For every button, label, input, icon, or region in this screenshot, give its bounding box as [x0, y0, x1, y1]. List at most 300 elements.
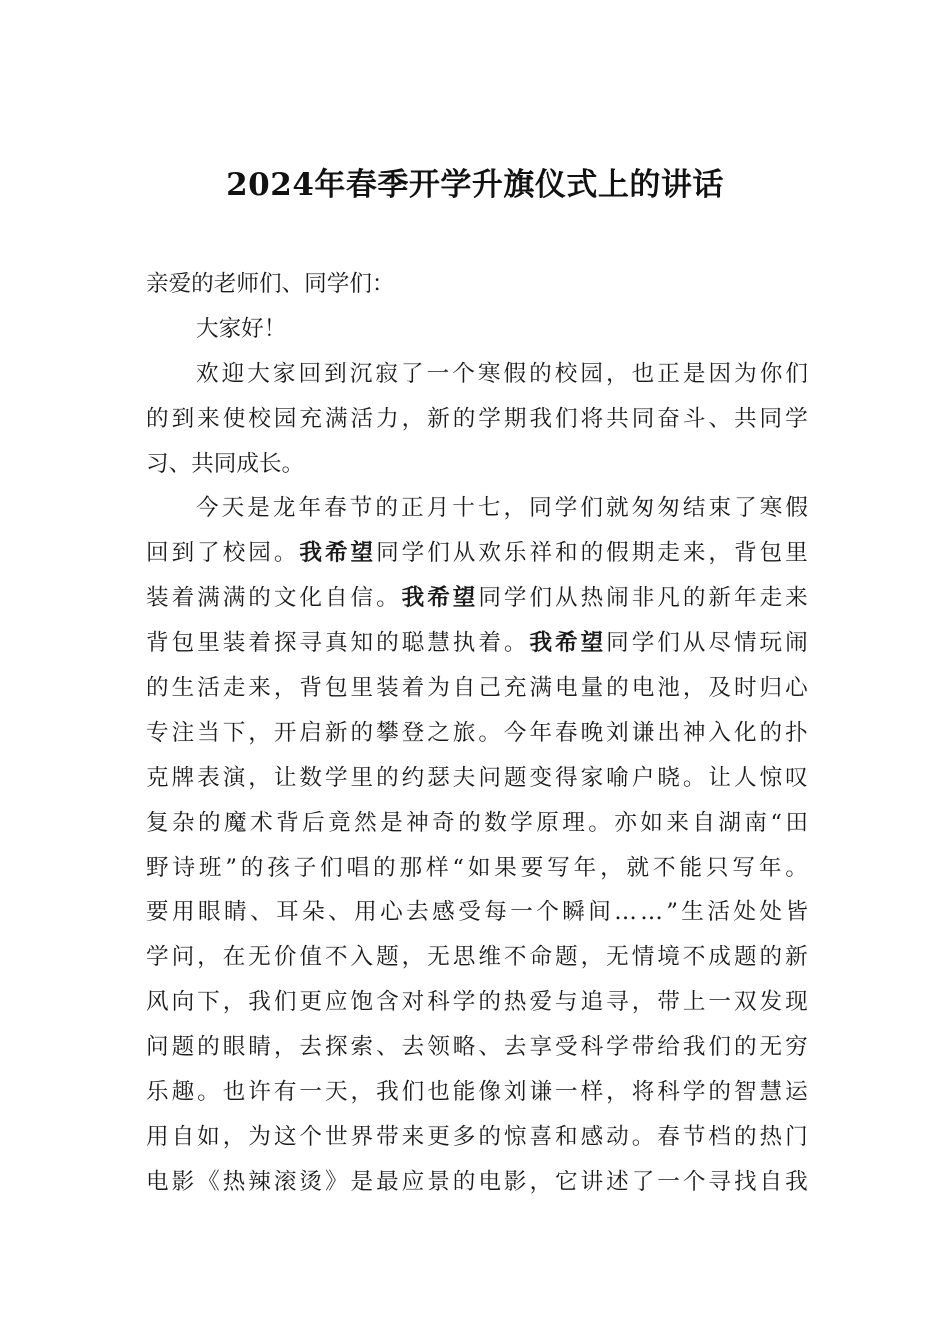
character: 我 [529, 405, 553, 432]
character: 来 [401, 1123, 425, 1150]
character: 间 [588, 899, 611, 926]
character: 。 [682, 764, 706, 791]
character: 里 [350, 675, 374, 702]
character: 真 [324, 630, 348, 657]
character: 一 [426, 360, 450, 387]
document-body [146, 262, 808, 1205]
character: 天 [324, 1079, 348, 1106]
character: 同 [631, 405, 655, 432]
character: 夫 [452, 764, 476, 791]
character: 电 [555, 675, 578, 702]
character: 、 [708, 405, 731, 432]
character: 问 [478, 764, 501, 791]
character: 的 [682, 585, 706, 612]
character: 装 [222, 630, 246, 657]
character: ” [666, 899, 678, 926]
bold-character: 我 [529, 630, 553, 657]
character: 瑟 [427, 764, 450, 791]
character: ” [225, 854, 237, 881]
character: 写 [732, 854, 755, 881]
character: 天 [221, 495, 245, 522]
character: 匆 [631, 495, 655, 522]
character: 家 [580, 764, 604, 791]
character: 的 [350, 719, 374, 746]
character: ， [503, 495, 527, 522]
character: 用 [172, 899, 195, 926]
character: 节 [349, 495, 373, 522]
character: 复 [146, 809, 169, 836]
character: 题 [503, 764, 527, 791]
character: 登 [401, 719, 425, 746]
character: 在 [222, 944, 246, 971]
character: 要 [520, 854, 544, 881]
character: 学 [785, 405, 808, 432]
character: 只 [705, 854, 729, 881]
character: 寻 [606, 989, 629, 1016]
character: 个 [536, 899, 559, 926]
character: 同 [606, 630, 629, 657]
character: 年 [529, 719, 553, 746]
character: 学 [146, 944, 169, 971]
character: 智 [733, 1079, 757, 1106]
character: 发 [759, 989, 783, 1016]
character: 穷 [785, 1034, 808, 1061]
character: 瞬 [562, 899, 585, 926]
character: 己 [478, 675, 501, 702]
character: 们 [427, 540, 450, 567]
bold-character: 我 [401, 585, 425, 612]
character: 影 [503, 1168, 527, 1195]
character: ， [350, 1079, 374, 1106]
character: 迎 [221, 360, 245, 387]
character: 园 [273, 405, 297, 432]
character: 学 [682, 1079, 706, 1106]
character: 之 [427, 719, 450, 746]
character: 后 [302, 809, 325, 836]
character: ， [682, 675, 706, 702]
character: 的 [240, 854, 264, 881]
character: 期 [631, 540, 655, 567]
character: 热 [222, 1168, 246, 1195]
character: ， [580, 944, 604, 971]
character: 了 [401, 360, 424, 387]
character: 无 [606, 944, 629, 971]
character: 校 [248, 405, 271, 432]
character: ， [606, 1079, 629, 1106]
character: 走 [759, 585, 783, 612]
character: 化 [733, 719, 757, 746]
character: 。 [785, 854, 808, 881]
character: 朵 [302, 899, 325, 926]
character: ， [708, 540, 731, 567]
character: 就 [626, 854, 650, 881]
text-line [146, 1025, 808, 1070]
character: 生 [171, 675, 195, 702]
paragraph-lines [146, 352, 808, 1205]
character: 然 [354, 809, 377, 836]
character: 的 [248, 585, 271, 612]
character: 匆 [657, 495, 680, 522]
character: 命 [529, 944, 553, 971]
character: 春 [555, 719, 578, 746]
character: 亦 [614, 809, 637, 836]
character: 满 [197, 585, 220, 612]
character: 向 [171, 989, 195, 1016]
character: 我 [376, 1079, 399, 1106]
character: 今 [503, 719, 527, 746]
character: 尽 [708, 630, 731, 657]
character: 春 [324, 495, 347, 522]
character: 班 [198, 854, 222, 881]
character: 学 [401, 540, 425, 567]
character: 背 [733, 540, 757, 567]
character: 科 [657, 1079, 680, 1106]
character: 去 [299, 1034, 322, 1061]
character: 我 [682, 1034, 706, 1061]
character: 寂 [375, 360, 398, 387]
character: 题 [555, 944, 578, 971]
character: 一 [299, 1079, 322, 1106]
character: 为 [427, 675, 450, 702]
character: 用 [354, 899, 377, 926]
character: 满 [324, 405, 348, 432]
character: 化 [299, 585, 322, 612]
character: 我 [248, 989, 271, 1016]
character: 能 [452, 1079, 476, 1106]
character: 享 [529, 1034, 553, 1061]
character: 眼 [198, 899, 221, 926]
character: 寒 [759, 495, 783, 522]
character: 双 [733, 989, 757, 1016]
character: 数 [484, 809, 507, 836]
character: 包 [324, 675, 348, 702]
character: 让 [273, 764, 297, 791]
character: 正 [401, 495, 424, 522]
character: 电 [478, 1168, 501, 1195]
character: 寒 [477, 360, 501, 387]
character: 是 [380, 809, 403, 836]
bold-character: 望 [350, 540, 374, 567]
character: 年 [758, 854, 782, 881]
character: 共 [606, 405, 629, 432]
character: 的 [452, 405, 476, 432]
character: 了 [197, 540, 220, 567]
character: 来 [785, 585, 808, 612]
character: 们 [580, 495, 603, 522]
character: 自 [692, 809, 715, 836]
character: 同 [529, 495, 552, 522]
character: 世 [324, 1123, 348, 1150]
character: 人 [733, 764, 757, 791]
character: 也 [427, 1079, 450, 1106]
character: 生 [681, 899, 704, 926]
character: 池 [657, 675, 680, 702]
character: 回 [298, 360, 322, 387]
character: 处 [733, 899, 756, 926]
character: 满 [222, 585, 246, 612]
character: 魔 [224, 809, 247, 836]
line-text: 习、共同成长。 [146, 450, 305, 477]
character: 欢 [478, 540, 501, 567]
character: 的 [708, 1079, 731, 1106]
character: 趣 [171, 1079, 195, 1106]
character: 聪 [401, 630, 425, 657]
character: 晓 [657, 764, 680, 791]
character: 和 [555, 1123, 578, 1150]
character: 文 [273, 585, 297, 612]
character: 找 [733, 1168, 757, 1195]
character: 界 [350, 1123, 374, 1150]
character: 将 [580, 405, 604, 432]
character: 的 [458, 809, 481, 836]
character: 专 [146, 719, 169, 746]
character: 带 [657, 989, 680, 1016]
character: 着 [401, 675, 425, 702]
character: 睛 [224, 899, 247, 926]
character: ， [606, 360, 629, 387]
character: 及 [708, 675, 731, 702]
character: 注 [171, 719, 195, 746]
character: 期 [503, 405, 527, 432]
character: 能 [679, 854, 703, 881]
character: 刘 [606, 719, 629, 746]
character: 带 [376, 1123, 399, 1150]
character: 包 [759, 540, 783, 567]
character: 更 [299, 989, 322, 1016]
character: 来 [666, 809, 689, 836]
character: 们 [657, 630, 680, 657]
character: 着 [171, 585, 195, 612]
bold-character: 希 [427, 585, 450, 612]
character: 。 [273, 540, 297, 567]
character: 给 [657, 1034, 680, 1061]
character: 档 [708, 1123, 731, 1150]
bold-character: 望 [452, 585, 476, 612]
character: 动 [606, 1123, 629, 1150]
character: 装 [146, 585, 169, 612]
character: 新 [785, 944, 808, 971]
bold-character: 我 [299, 540, 322, 567]
character: 滚 [273, 1168, 297, 1195]
character: 的 [376, 630, 399, 657]
character: 刘 [503, 1079, 527, 1106]
character: 祥 [529, 540, 553, 567]
character: 背 [146, 630, 169, 657]
character: 户 [631, 764, 655, 791]
text-line [146, 890, 808, 935]
character: ， [248, 719, 271, 746]
character: 攀 [376, 719, 399, 746]
character: 年 [298, 495, 322, 522]
character: 慧 [759, 1079, 783, 1106]
character: 走 [657, 540, 680, 567]
character: 活 [350, 405, 374, 432]
character: 去 [503, 1034, 527, 1061]
character: 包 [171, 630, 195, 657]
character: 校 [222, 540, 246, 567]
character: 慧 [427, 630, 450, 657]
character: 原 [536, 809, 559, 836]
character: 运 [785, 1079, 808, 1106]
character: 闹 [606, 585, 629, 612]
character: “ [452, 854, 464, 881]
character: 风 [146, 989, 169, 1016]
character: ， [273, 675, 297, 702]
text-line [146, 621, 808, 666]
character: 节 [682, 1123, 706, 1150]
character: 用 [146, 1123, 169, 1150]
character: 从 [555, 585, 578, 612]
greeting [146, 307, 808, 352]
character: 去 [401, 1034, 425, 1061]
character: 问 [146, 1034, 169, 1061]
character: 里 [350, 764, 374, 791]
character: ， [197, 944, 220, 971]
character: 也 [631, 360, 655, 387]
character: 下 [197, 989, 220, 1016]
character: 回 [146, 540, 169, 567]
character: 着 [248, 630, 271, 657]
character: 述 [606, 1168, 629, 1195]
character: 里 [785, 540, 808, 567]
character: 共 [733, 405, 757, 432]
character: 乐 [503, 540, 527, 567]
character: 个 [452, 360, 475, 387]
character: 们 [708, 1034, 731, 1061]
character: 来 [248, 675, 271, 702]
character: … [614, 899, 637, 926]
character: 喜 [529, 1123, 553, 1150]
character: 含 [376, 989, 399, 1016]
character: 情 [631, 944, 655, 971]
character: 略 [452, 1034, 476, 1061]
character: 七 [477, 495, 501, 522]
character: 的 [198, 809, 221, 836]
character: 春 [657, 1123, 680, 1150]
character: 情 [733, 630, 757, 657]
character: 如 [640, 809, 663, 836]
bold-character: 望 [580, 630, 604, 657]
character: 杂 [172, 809, 195, 836]
character: 们 [273, 989, 297, 1016]
character: 神 [682, 719, 706, 746]
character: 思 [452, 944, 476, 971]
character: 果 [494, 854, 517, 881]
character: ， [248, 764, 271, 791]
character: 电 [631, 675, 655, 702]
character: 自 [452, 675, 476, 702]
character: 景 [427, 1168, 450, 1195]
character: 如 [197, 1123, 220, 1150]
character: 一 [657, 1168, 680, 1195]
character: 走 [222, 675, 246, 702]
character: 了 [631, 1168, 655, 1195]
character: 们 [320, 854, 343, 881]
character: 为 [248, 1123, 271, 1150]
character: 到 [324, 360, 347, 387]
character: 题 [733, 944, 757, 971]
character: 的 [580, 540, 604, 567]
character: 着 [478, 630, 501, 657]
character: 每 [484, 899, 507, 926]
character: 更 [427, 1123, 450, 1150]
character: 量 [580, 675, 604, 702]
character: 、 [376, 1034, 399, 1061]
character: 演 [222, 764, 246, 791]
character: 归 [759, 675, 783, 702]
character: 现 [785, 989, 808, 1016]
character: 为 [734, 360, 757, 387]
character: 热 [503, 989, 527, 1016]
text-line [146, 531, 808, 576]
character: ， [401, 405, 425, 432]
character: 信 [350, 585, 374, 612]
character: ， [529, 1168, 553, 1195]
character: 的 [478, 1123, 501, 1150]
character: 同 [478, 585, 501, 612]
character: ， [222, 989, 246, 1016]
character: 今 [196, 495, 219, 522]
character: 爱 [529, 989, 553, 1016]
character: 也 [222, 1079, 246, 1106]
character: 有 [273, 1079, 297, 1106]
character: 得 [555, 764, 578, 791]
character: 入 [350, 944, 374, 971]
character: 非 [631, 585, 655, 612]
character: 如 [467, 854, 491, 881]
character: 的 [759, 719, 783, 746]
character: 学 [510, 809, 533, 836]
character: 无 [248, 944, 271, 971]
character: 知 [350, 630, 374, 657]
character: 克 [146, 764, 169, 791]
character: 出 [657, 719, 680, 746]
character: 背 [276, 809, 299, 836]
character: 价 [273, 944, 297, 971]
character: 追 [580, 989, 604, 1016]
character: 奇 [432, 809, 455, 836]
character: 因 [708, 360, 732, 387]
character: 惊 [503, 1123, 527, 1150]
character: 感 [432, 899, 455, 926]
character: 表 [197, 764, 220, 791]
character: 学 [554, 495, 578, 522]
character: 这 [273, 1123, 297, 1150]
text-line [146, 1160, 808, 1205]
character: 旅 [452, 719, 476, 746]
character: 。 [478, 719, 501, 746]
character: 新 [324, 719, 348, 746]
character: 的 [733, 1034, 757, 1061]
character: 睛 [248, 1034, 271, 1061]
character: 是 [247, 495, 270, 522]
character: 眼 [222, 1034, 246, 1061]
character: 假 [503, 360, 527, 387]
character: 无 [427, 944, 450, 971]
character: 野 [146, 854, 169, 881]
character: 将 [631, 1079, 655, 1106]
character: 最 [376, 1168, 399, 1195]
character: 和 [555, 540, 578, 567]
character: 的 [373, 854, 396, 881]
character: 使 [222, 405, 246, 432]
character: ， [273, 1034, 297, 1061]
character: 们 [785, 360, 808, 387]
character: 从 [452, 540, 476, 567]
character: 园 [248, 540, 271, 567]
character: 题 [171, 1034, 195, 1061]
character: 月 [426, 495, 450, 522]
